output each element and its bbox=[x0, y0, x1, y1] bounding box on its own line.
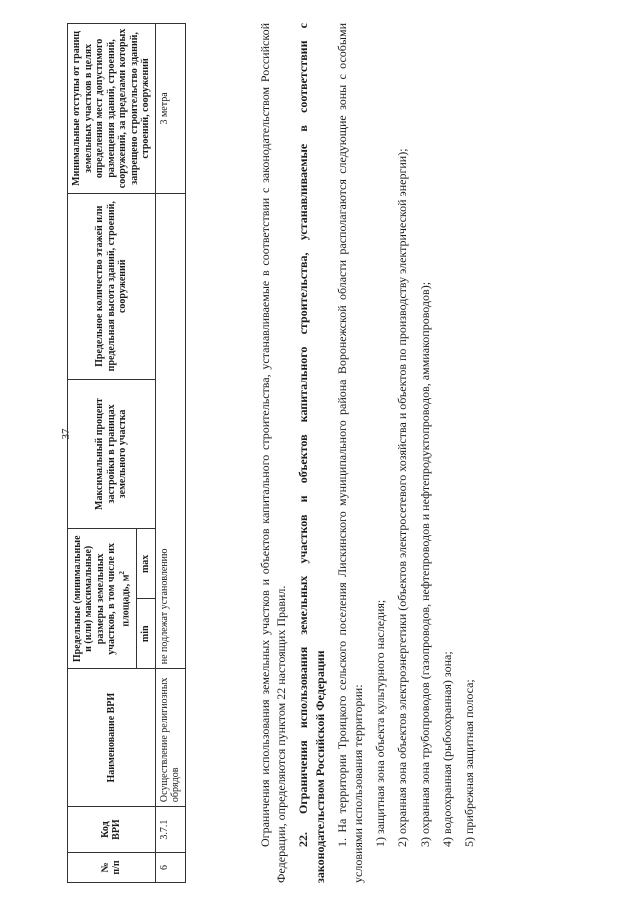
section-heading bbox=[295, 23, 327, 883]
header-size-max: max bbox=[136, 529, 155, 599]
page-number: 37 bbox=[60, 428, 72, 440]
header-percent: Максимальный процент застройки в границах земельного участка bbox=[68, 379, 156, 529]
list-item: 4) водоохранная (рыбоохранная) зона; bbox=[439, 651, 454, 847]
header-size-sup: 2 bbox=[117, 571, 126, 575]
section-heading-text: Ограничения использования земельных участков и объектов капитального строительства, устанавливаемые в соответствии с законодательством Российской Федерации bbox=[296, 23, 327, 883]
list-item: 5) прибрежная защитная полоса; bbox=[461, 679, 476, 847]
header-floors: Предельное количество этажей или предельная высота зданий, строений, сооружений bbox=[68, 193, 156, 379]
cell-num: 6 bbox=[155, 853, 185, 883]
list-item: 1) защитная зона объекта культурного наследия; bbox=[373, 599, 388, 847]
header-size-label: Предельные (минимальные и (или) максимальные) размеры земельных участков, в том числе их площадь, м bbox=[71, 535, 132, 663]
cell-setback: 3 метра bbox=[155, 24, 185, 194]
cell-code: 3.7.1 bbox=[155, 807, 185, 853]
header-size bbox=[68, 529, 137, 669]
cell-name: Осуществление религиозных обрядов bbox=[155, 669, 185, 807]
table-header-row bbox=[68, 24, 137, 883]
vri-table bbox=[67, 23, 186, 883]
header-num: № п/п bbox=[68, 853, 156, 883]
rotated-page-content bbox=[67, 23, 627, 883]
section-heading-number: 22. bbox=[296, 832, 311, 847]
table-row bbox=[155, 24, 185, 883]
cell-merged: не подлежат установлению bbox=[155, 193, 185, 668]
paragraph-zones-intro: 1. На территории Троицкого сельского поселения Лискинского муниципального района Воронежской области располагаются следующие зоны с особыми условиями использования территории: bbox=[334, 23, 365, 883]
list-item: 2) охранная зона объектов электроэнергетики (объектов электросетевого хозяйства и объектов по производству электрической энергии); bbox=[395, 148, 410, 847]
header-name: Наименование ВРИ bbox=[68, 669, 156, 807]
body-text bbox=[257, 23, 483, 883]
header-code: Код ВРИ bbox=[68, 807, 156, 853]
header-setback: Минимальные отступы от границ земельных участков в целях определения мест допустимого размещения зданий, строений, сооружений, за пределами которых запрещено строительство зданий, строений, сооружений bbox=[68, 24, 156, 194]
header-size-min: min bbox=[136, 599, 155, 669]
list-item: 3) охранная зона трубопроводов (газопроводов, нефтепроводов и нефтепродуктопроводов, аммиакопроводов); bbox=[417, 281, 432, 847]
paragraph-restrictions: Ограничения использования земельных участков и объектов капитального строительства, устанавливаемые в соответствии с законодательством Российской Федерации, определяются пунктом 22 настоящих Правил. bbox=[258, 23, 289, 883]
